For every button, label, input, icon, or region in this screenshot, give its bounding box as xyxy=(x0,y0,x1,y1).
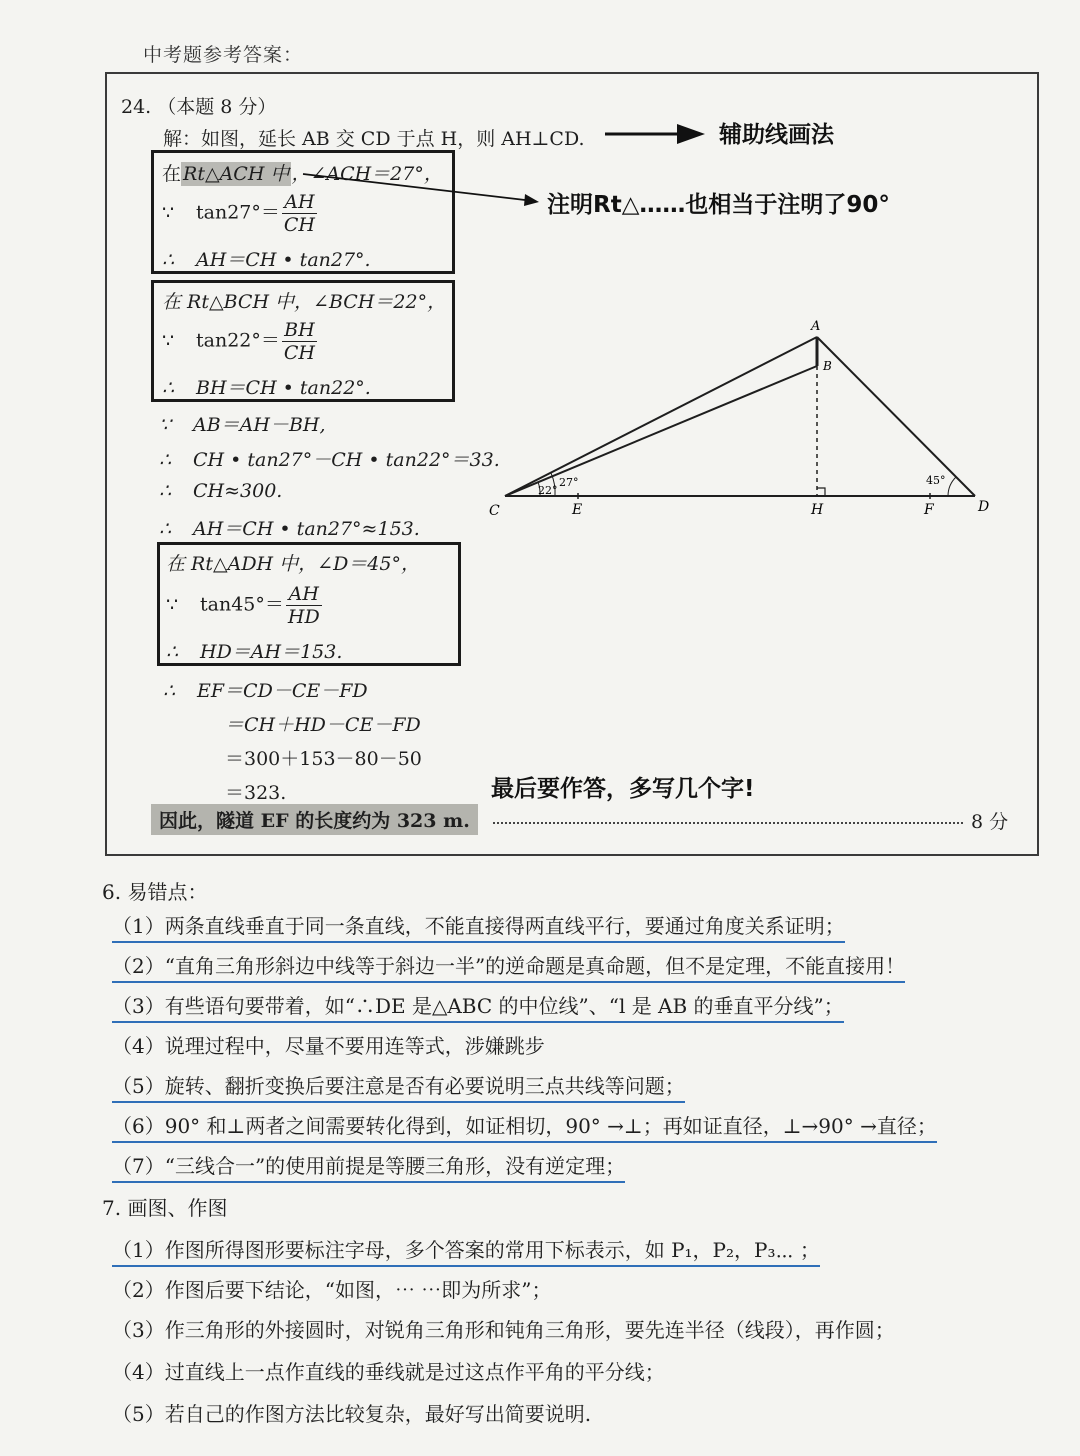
label-d: D xyxy=(978,499,990,515)
label-e: E xyxy=(572,502,583,518)
drawing-item-4: （4）过直线上一点作直线的垂线就是过这点作平角的平分线； xyxy=(112,1360,665,1384)
therefore-symbol: ∴ xyxy=(163,680,176,702)
step-ab: AB＝AH－BH, xyxy=(193,414,326,436)
arrow-rt-note xyxy=(303,174,539,206)
angle-label-27: 27° xyxy=(559,476,579,489)
because-symbol: ∵ xyxy=(162,201,175,224)
right-angle-mark xyxy=(817,488,825,496)
step-ch: CH≈300. xyxy=(193,480,283,502)
solution-intro: 解：如图，延长 AB 交 CD 于点 H，则 AH⊥CD. xyxy=(163,128,585,150)
label-a: A xyxy=(811,319,821,334)
drawing-item-5: （5）若自己的作图方法比较复杂，最好写出简要说明. xyxy=(112,1402,592,1426)
score: 8 分 xyxy=(971,811,1009,833)
block3-line1: 在 Rt△ADH 中，∠D＝45°， xyxy=(166,553,420,575)
triangle-figure xyxy=(480,310,1020,530)
step-equation: CH • tan27°－CH • tan22°＝33. xyxy=(193,449,500,471)
because-symbol: ∵ xyxy=(159,414,172,436)
angle-label-22: 22° xyxy=(538,484,558,497)
step-ah: AH＝CH • tan27°≈153. xyxy=(193,518,420,540)
therefore-symbol: ∴ xyxy=(159,449,172,471)
therefore-symbol: ∴ xyxy=(159,518,172,540)
block2-line1: 在 Rt△BCH 中，∠BCH＝22°， xyxy=(162,291,447,313)
note-rt-right-angle: 注明Rt△……也相当于注明了90° xyxy=(547,192,890,218)
drawing-item-2: （2）作图后要下结论，“如图，⋯ ⋯即为所求”； xyxy=(112,1278,552,1302)
label-c: C xyxy=(489,503,500,519)
angle-arc-45 xyxy=(948,477,956,496)
therefore-symbol: ∴ xyxy=(166,641,179,663)
because-symbol: ∵ xyxy=(166,593,179,616)
label-f: F xyxy=(924,502,934,518)
label-h: H xyxy=(811,502,824,518)
annotation-arrows xyxy=(107,74,1037,314)
step-ef-4: ＝323. xyxy=(225,782,287,804)
mistake-item-4: （4）说理过程中，尽量不要用连等式，涉嫌跳步 xyxy=(112,1034,545,1058)
score-leader-dots xyxy=(493,810,963,824)
problem-title: 24. （本题 8 分） xyxy=(121,96,277,118)
fraction-ah-hd: $\frac{AH}{HD}$ xyxy=(287,583,320,628)
drawing-item-1: （1）作图所得图形要标注字母，多个答案的常用下标表示，如 P₁，P₂，P₃⋯ ； xyxy=(112,1234,820,1267)
label-b: B xyxy=(823,359,832,373)
tan22-lhs: tan22°＝ xyxy=(196,329,280,352)
rt-triangle-highlight: Rt△ACH 中 xyxy=(183,163,290,185)
mistake-item-3: （3）有些语句要带着，如“∴DE 是△ABC 的中位线”、“l 是 AB 的垂直平分线”； xyxy=(112,990,844,1023)
mistake-item-2: （2）“直角三角形斜边中线等于斜边一半”的逆命题是真命题，但不是定理，不能直接用！ xyxy=(112,950,905,983)
therefore-symbol: ∴ xyxy=(162,249,175,271)
note-aux-line: 辅助线画法 xyxy=(719,122,834,148)
therefore-symbol: ∴ xyxy=(162,377,175,399)
note-write-answer: 最后要作答，多写几个字! xyxy=(491,776,755,802)
angle-label-45: 45° xyxy=(926,474,946,487)
tan45-lhs: tan45°＝ xyxy=(200,593,284,616)
block3-result: HD＝AH＝153. xyxy=(200,641,343,663)
mistake-item-1: （1）两条直线垂直于同一条直线，不能直接得两直线平行，要通过角度关系证明； xyxy=(112,910,845,943)
therefore-symbol: ∴ xyxy=(159,480,172,502)
block1-result: AH＝CH • tan27°. xyxy=(196,249,371,271)
drawing-title: 7. 画图、作图 xyxy=(102,1196,228,1220)
step-ef-3: ＝300＋153－80－50 xyxy=(225,748,422,770)
fraction-ah-ch: $\frac{AH}{CH}$ xyxy=(283,191,315,236)
line-cb xyxy=(505,366,817,496)
block1-angle: ，∠ACH＝27°， xyxy=(291,163,443,185)
arrow-aux-line xyxy=(605,124,705,144)
fraction-bh-ch: $\frac{BH}{CH}$ xyxy=(283,319,315,364)
mistake-item-6: （6）90° 和⊥两者之间需要转化得到，如证相切，90° →⊥；再如证直径，⊥→90° →直径； xyxy=(112,1110,937,1143)
step-ef-2: ＝CH＋HD－CE－FD xyxy=(225,714,421,736)
because-symbol: ∵ xyxy=(162,329,175,352)
step-ef: EF＝CD－CE－FD xyxy=(197,680,368,702)
line-ad xyxy=(817,337,975,496)
page-header: 中考题参考答案： xyxy=(143,44,304,66)
line-ca xyxy=(505,337,817,496)
block1-prefix: 在 xyxy=(162,163,182,185)
final-answer-highlight: 因此，隧道 EF 的长度约为 323 m. xyxy=(151,804,478,835)
mistakes-title: 6. 易错点： xyxy=(102,880,208,904)
mistake-item-5: （5）旋转、翻折变换后要注意是否有必要说明三点共线等问题； xyxy=(112,1070,685,1103)
reasoning-box-3 xyxy=(157,542,461,666)
drawing-item-3: （3）作三角形的外接圆时，对锐角三角形和钝角三角形，要先连半径（线段），再作圆； xyxy=(112,1318,895,1342)
mistake-item-7: （7）“三线合一”的使用前提是等腰三角形，没有逆定理； xyxy=(112,1150,625,1183)
tan27-lhs: tan27°＝ xyxy=(196,201,280,224)
block2-result: BH＝CH • tan22°. xyxy=(196,377,371,399)
